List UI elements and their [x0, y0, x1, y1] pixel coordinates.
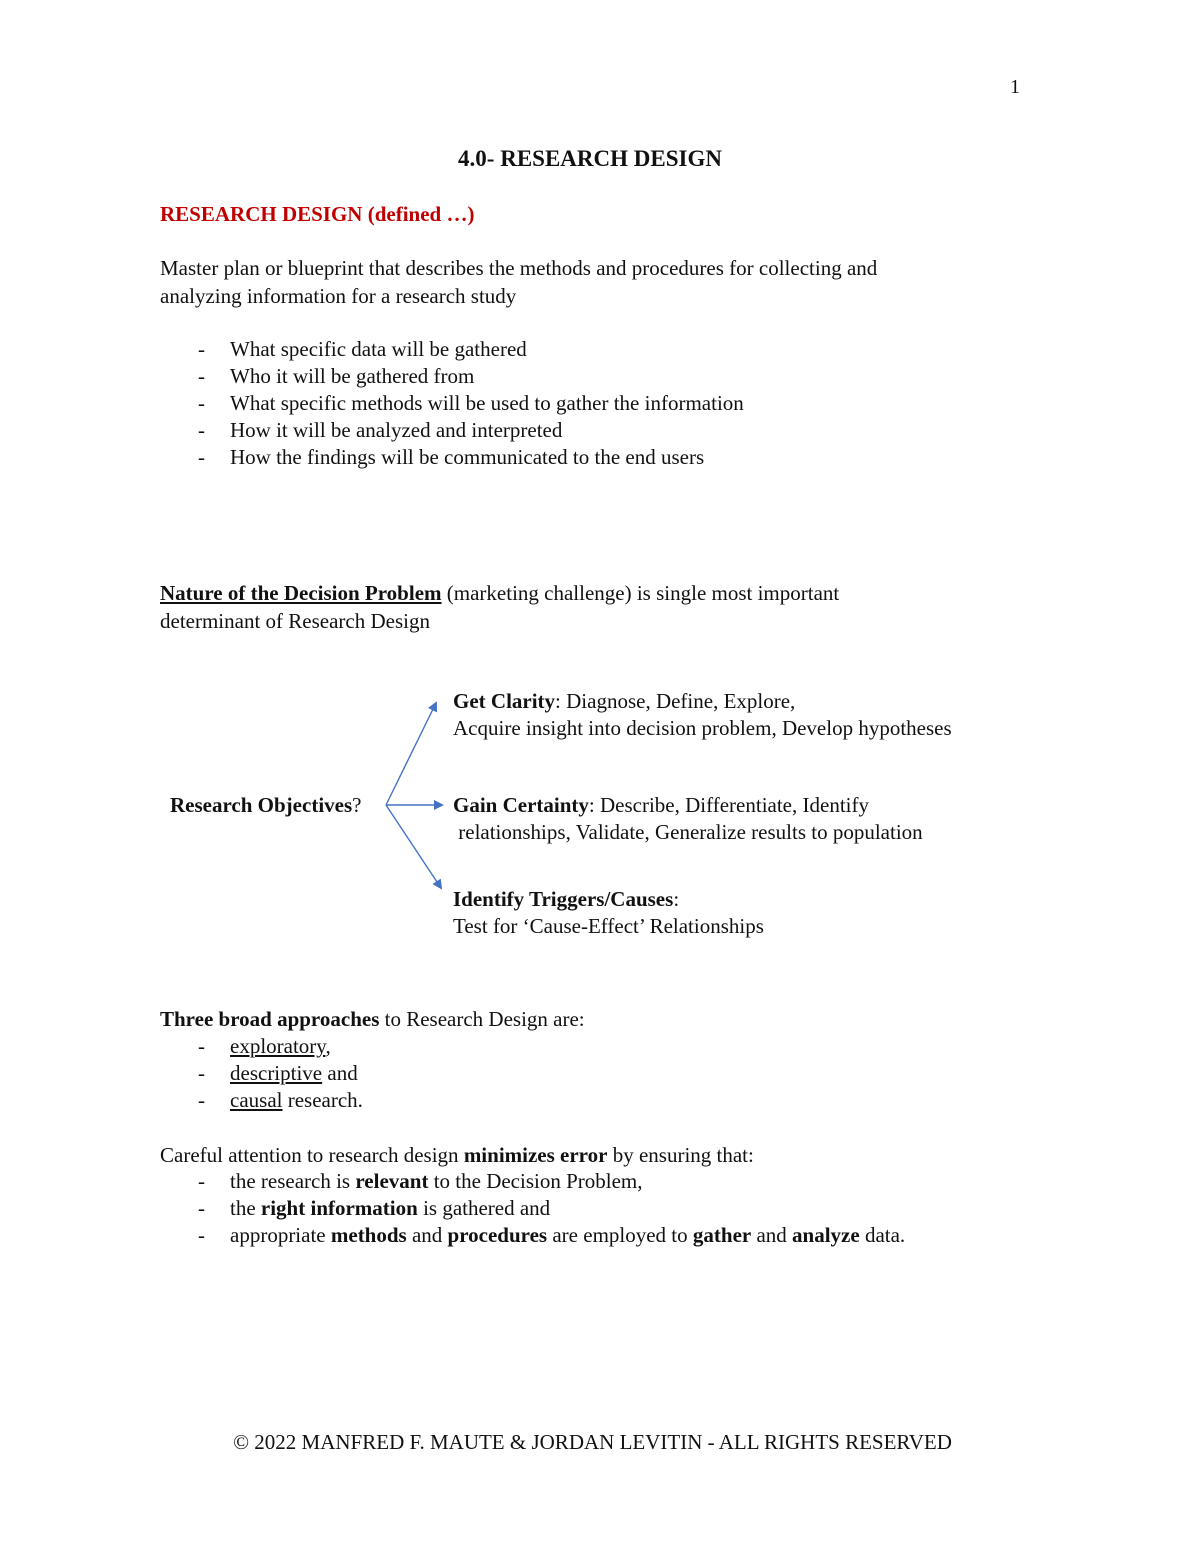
dash-bullet: -: [198, 1169, 205, 1193]
dash-bullet: -: [198, 418, 205, 442]
careful-list: [198, 1168, 1098, 1249]
dash-bullet: -: [198, 364, 205, 388]
list-item: [198, 1195, 1098, 1222]
careful-intro: [160, 1141, 754, 1169]
dash-bullet: -: [198, 1034, 205, 1058]
list-item-text: What specific methods will be used to gather the information: [230, 391, 744, 415]
careful-item-post: is gathered and: [417, 1196, 551, 1220]
arrow-to-get-clarity: [386, 703, 436, 805]
careful-item-bold: methods: [330, 1223, 407, 1247]
copyright-footer: © 2022 MANFRED F. MAUTE & JORDAN LEVITIN - ALL RIGHTS RESERVED: [233, 1430, 952, 1454]
branch-gain-certainty-line-2: relationships, Validate, Generalize results to population: [453, 820, 923, 844]
approaches-list: [198, 1033, 1098, 1114]
careful-item-bold: analyze: [792, 1223, 860, 1247]
list-item-text: How the findings will be communicated to the end users: [230, 445, 705, 469]
dash-bullet: -: [198, 1088, 205, 1112]
dash-bullet: -: [198, 1061, 205, 1085]
branch-gain-certainty-line-1: [453, 792, 869, 819]
dash-bullet: -: [198, 1223, 205, 1247]
list-item: [198, 1168, 1098, 1195]
careful-item-bold: right information: [260, 1196, 418, 1220]
careful-item-pre: the: [230, 1196, 261, 1220]
branch-identify-triggers-line-2: Test for ‘Cause-Effect’ Relationships: [453, 914, 764, 938]
approach-rest: and: [322, 1061, 358, 1085]
approaches-intro: [160, 1005, 585, 1033]
branch-identify-triggers-line-1: [453, 886, 679, 913]
approach-term: exploratory: [230, 1034, 326, 1058]
careful-intro-pre: Careful attention to research design: [160, 1143, 464, 1167]
definition-line-1: Master plan or blueprint that describes the methods and procedures for collecting and: [160, 256, 878, 280]
list-item-text: How it will be analyzed and interpreted: [230, 418, 563, 442]
list-item-text: [230, 1222, 905, 1249]
nature-line-1-rest: (marketing challenge) is single most important: [441, 581, 840, 605]
approach-term: descriptive: [230, 1061, 323, 1085]
list-item: [198, 1033, 1098, 1060]
list-item: [198, 1222, 1098, 1249]
dash-bullet: -: [198, 1196, 205, 1220]
approaches-intro-rest: to Research Design are:: [379, 1007, 585, 1031]
careful-item-mid: are employed to: [547, 1223, 693, 1247]
approach-rest: research.: [282, 1088, 363, 1112]
careful-item-mid: and: [751, 1223, 793, 1247]
branch-get-clarity-line-2: Acquire insight into decision problem, Develop hypotheses: [453, 716, 952, 740]
careful-item-pre: appropriate: [230, 1223, 331, 1247]
branch-gain-certainty-term: Gain Certainty: [453, 793, 589, 817]
list-item-text: [230, 1033, 331, 1060]
branch-get-clarity-rest: : Diagnose, Define, Explore,: [555, 689, 796, 713]
careful-item-post: to the Decision Problem,: [428, 1169, 643, 1193]
list-item-text: Who it will be gathered from: [230, 364, 475, 388]
research-objectives-term: Research Objectives: [170, 793, 353, 817]
research-objectives-suffix: ?: [352, 793, 362, 817]
careful-intro-post: by ensuring that:: [607, 1143, 754, 1167]
page-title: 4.0- RESEARCH DESIGN: [458, 146, 722, 171]
approach-term: causal: [230, 1088, 283, 1112]
list-item-text: [230, 1195, 550, 1222]
dash-bullet: -: [198, 391, 205, 415]
approaches-intro-term: Three broad approaches: [160, 1007, 380, 1031]
section-heading-definition: RESEARCH DESIGN (defined …): [160, 202, 475, 226]
list-item-text: [230, 1087, 363, 1114]
branch-get-clarity-line-1: [453, 688, 795, 715]
careful-item-bold: relevant: [355, 1169, 429, 1193]
careful-item-post: data.: [859, 1223, 906, 1247]
approach-rest: ,: [325, 1034, 331, 1058]
dash-bullet: -: [198, 445, 205, 469]
careful-intro-bold: minimizes error: [463, 1143, 608, 1167]
nature-term: Nature of the Decision Problem: [160, 581, 442, 605]
arrow-to-identify-triggers: [386, 805, 441, 888]
branch-identify-triggers-term: Identify Triggers/Causes: [453, 887, 674, 911]
list-item-text: [230, 1168, 643, 1195]
dash-bullet: -: [198, 337, 205, 361]
definition-line-2: analyzing information for a research study: [160, 284, 517, 308]
careful-item-bold: procedures: [447, 1223, 548, 1247]
branch-identify-triggers-rest: :: [673, 887, 680, 911]
nature-line-2: determinant of Research Design: [160, 609, 430, 633]
page-number: 1: [1010, 76, 1020, 98]
list-item: [198, 1060, 1098, 1087]
list-item: [198, 1087, 1098, 1114]
branch-gain-certainty-rest: : Describe, Differentiate, Identify: [588, 793, 869, 817]
list-item-text: [230, 1060, 358, 1087]
careful-item-mid: and: [406, 1223, 448, 1247]
list-item-text: What specific data will be gathered: [230, 337, 527, 361]
branch-get-clarity-term: Get Clarity: [453, 689, 556, 713]
careful-item-pre: the research is: [230, 1169, 356, 1193]
careful-item-bold: gather: [692, 1223, 752, 1247]
